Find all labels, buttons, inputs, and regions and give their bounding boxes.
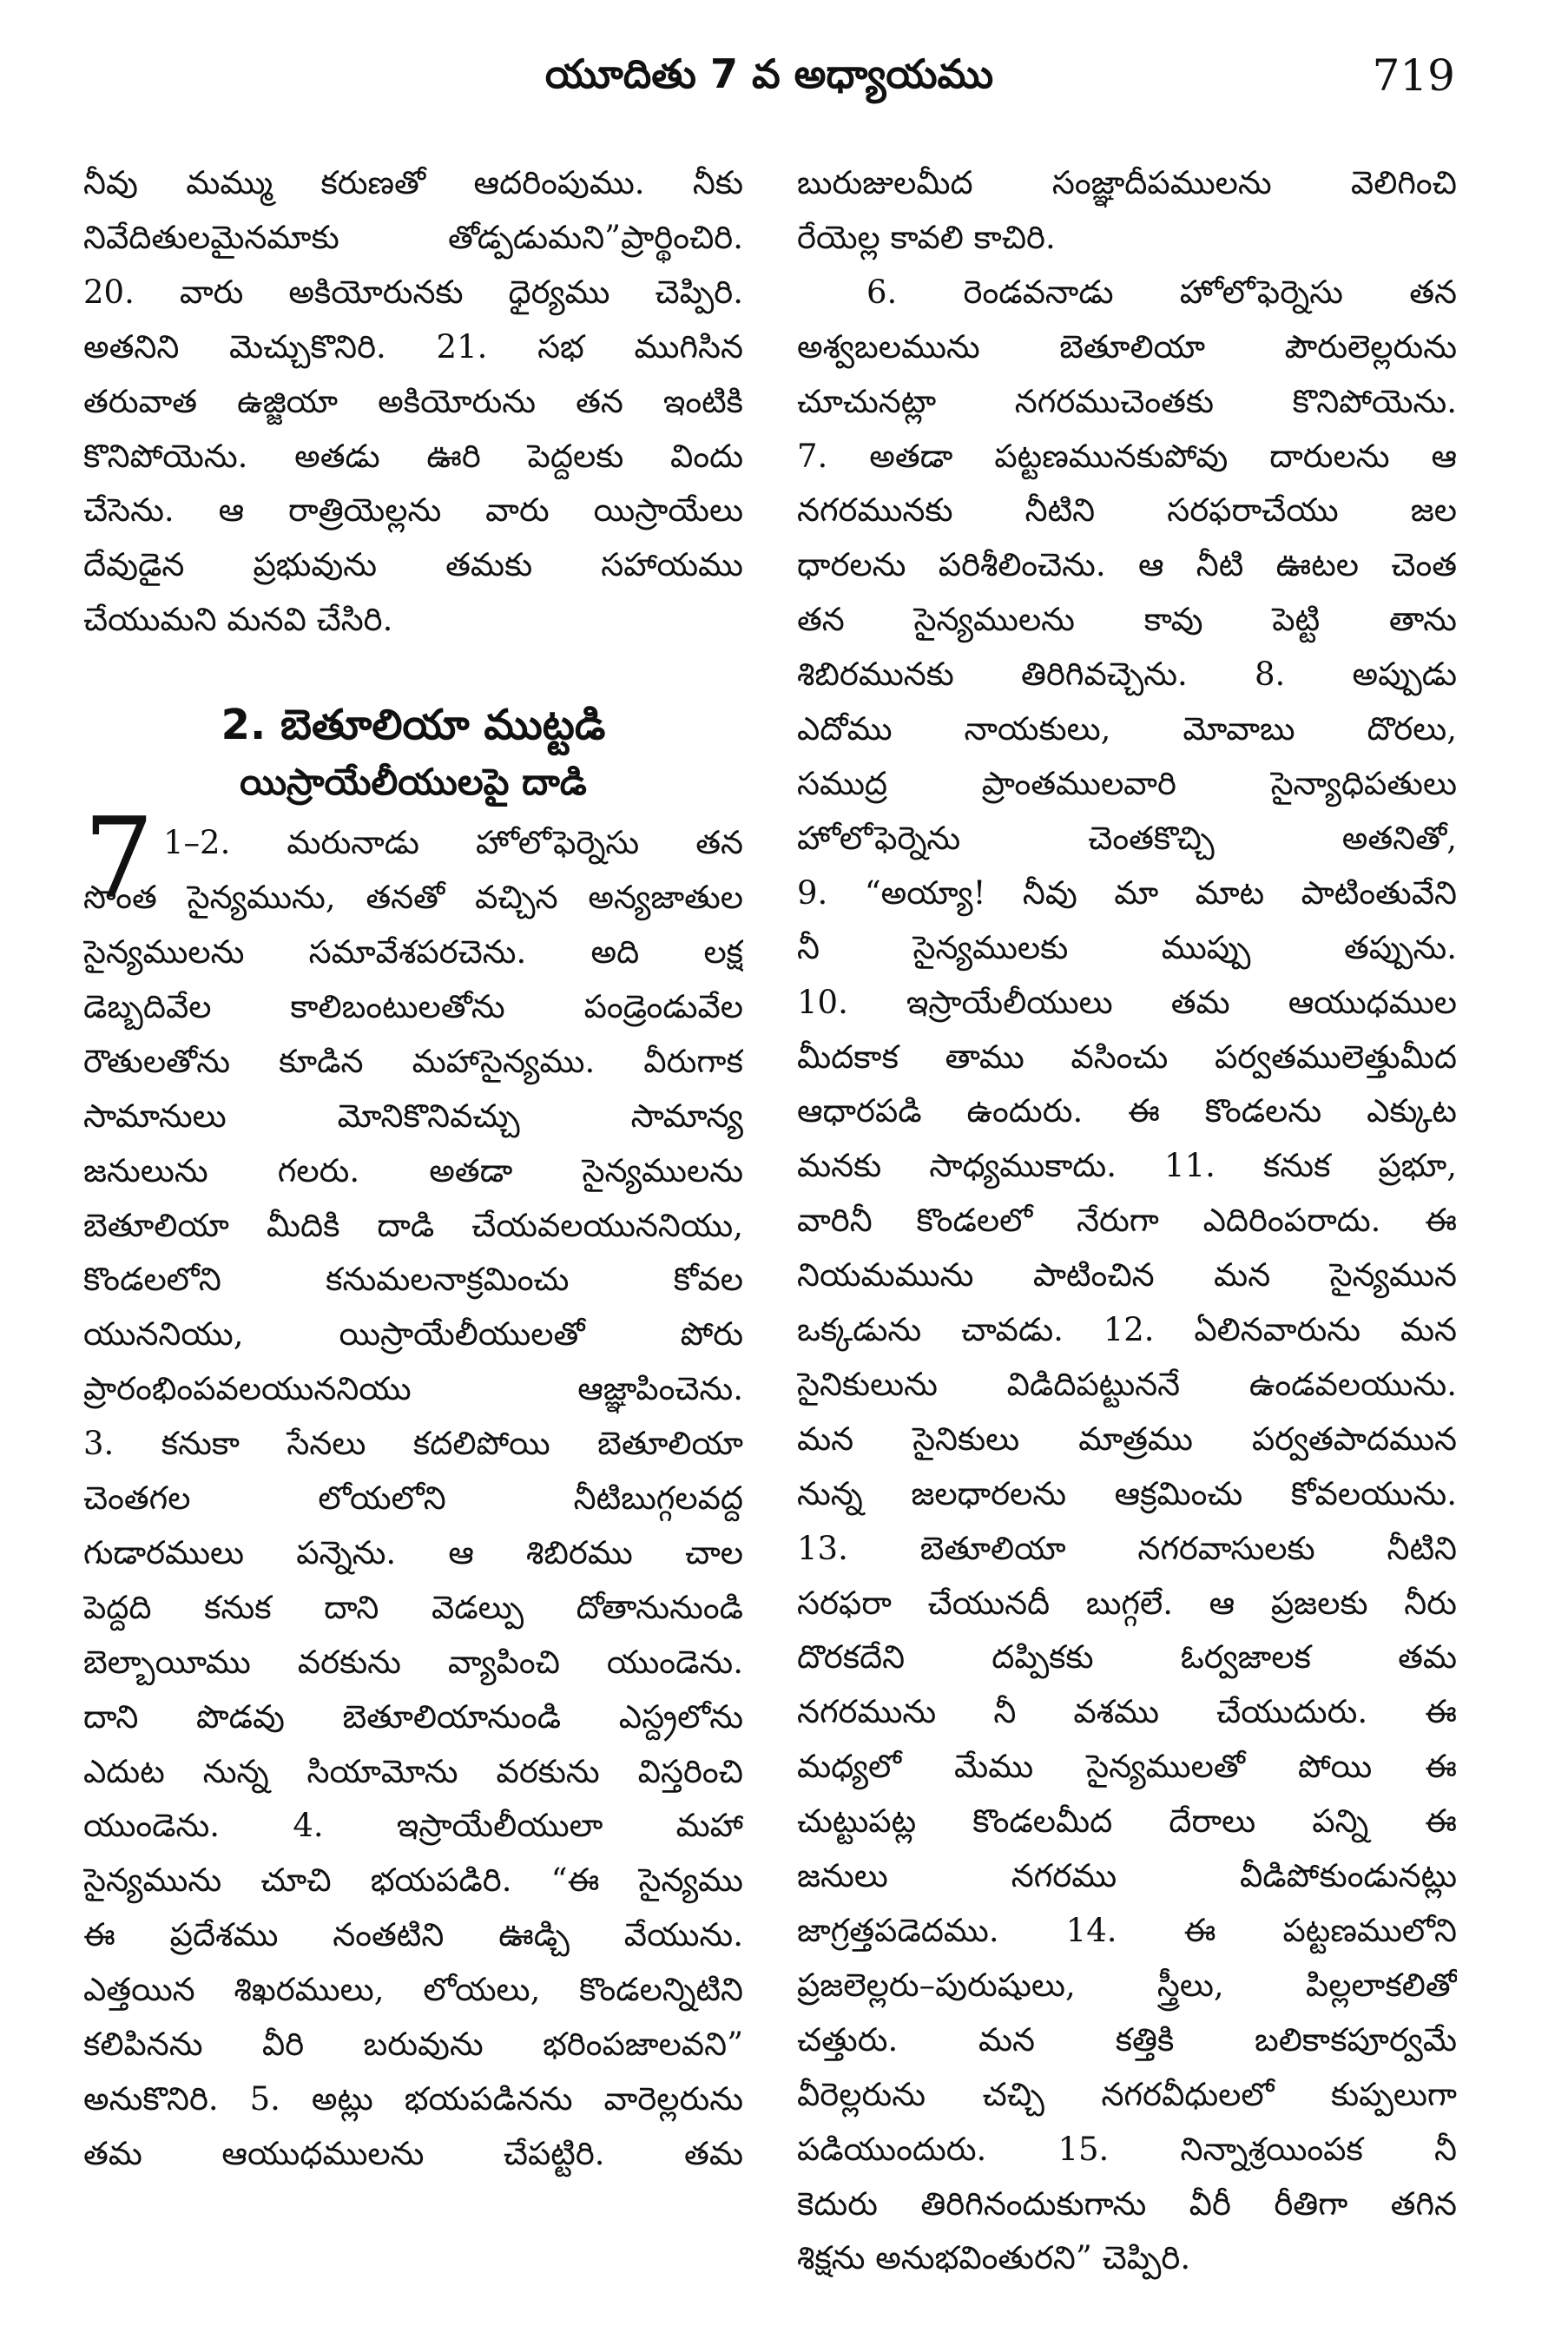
text-line: తరువాత ఉజ్జియా అకియోరును తన ఇంటికి	[83, 382, 743, 420]
text-line: బెతూలియా మీదికి దాడి చేయవలయుననియు,	[83, 1206, 743, 1244]
text-line: ఈ ప్రదేశము నంతటిని ఊడ్చి వేయును.	[83, 1916, 743, 1954]
chapter-number: 7	[83, 794, 155, 925]
text-line: పడియుందురు. 15. నిన్నాశ్రయింపక నీ	[797, 2130, 1457, 2168]
text-line: 10. ఇస్రాయేలీయులు తమ ఆయుధముల	[797, 983, 1457, 1021]
right-column	[797, 156, 1457, 2286]
text-line: బెల్బాయీము వరకును వ్యాపించి యుండెను.	[83, 1643, 743, 1681]
text-line: వీరెల్లరును చచ్చి నగరవీధులలో కుప్పలుగా	[797, 2075, 1457, 2113]
text-line: హోలోఫెర్నెను చెంతకొచ్చి అతనితో,	[797, 819, 1457, 857]
text-line: దాని పొడవు బెతూలియానుండి ఎస్ద్రలోను	[83, 1697, 743, 1736]
text-line: చేయుమని మనవి చేసిరి.	[83, 601, 393, 639]
text-line: కెదురు తిరిగినందుకుగాను వీరీ రీతిగా తగిన	[797, 2184, 1457, 2223]
text-line: యుననియు, యిస్రాయేలీయులతో పోరు	[83, 1315, 743, 1354]
text-line: నగరమును నీ వశము చేయుదురు. ఈ	[797, 1693, 1457, 1731]
text-line: చుట్టుపట్ల కొండలమీద దేరాలు పన్ని ఈ	[797, 1802, 1457, 1841]
text-line: తన సైన్యములను కావు పెట్టి తాను	[797, 601, 1457, 639]
text-line: ఎత్తయిన శిఖరములు, లోయలు, కొండలన్నిటిని	[83, 1971, 743, 2009]
chapter-paragraph	[83, 794, 743, 2182]
text-line: సైనికులును విడిదిపట్టుననే ఉండవలయును.	[797, 1365, 1457, 1403]
text-line: ప్రారంభింపవలయుననియు ఆజ్ఞాపించెను.	[83, 1370, 743, 1408]
text-line: 3. కనుకా సేనలు కదలిపోయి బెతూలియా	[83, 1425, 743, 1463]
text-line: మీదకాక తాము వసించు పర్వతములెత్తుమీద	[797, 1038, 1457, 1076]
running-title: యూదితు 7 వ అధ్యాయము	[544, 50, 994, 97]
text-line: గుడారములు పన్నెను. ఆ శిబిరము చాల	[83, 1533, 743, 1571]
text-line: 1–2. మరునాడు హోలోఫెర్నెసు తన	[163, 824, 743, 862]
text-line: ఎదుట నున్న సియామోను వరకును విస్తరించి	[83, 1752, 743, 1790]
text-line: సామానులు మోనికొనివచ్చు సామాన్య	[83, 1097, 743, 1135]
text-line: ఎదోము నాయకులు, మోవాబు దొరలు,	[797, 710, 1457, 748]
text-line: చత్తురు. మన కత్తికి బలికాకపూర్వమే	[797, 2020, 1457, 2059]
text-line: నియమమును పాటించిన మన సైన్యమున	[797, 1256, 1457, 1295]
text-line: అశ్వబలమును బెతూలియా పౌరులెల్లరును	[797, 327, 1457, 366]
text-line: రౌతులతోను కూడిన మహాసైన్యము. వీరుగాక	[83, 1042, 743, 1080]
text-line: ధారలను పరిశీలించెను. ఆ నీటి ఊటల చెంత	[797, 546, 1457, 584]
text-line: 7. అతడా పట్టణమునకుపోవు దారులను ఆ	[797, 437, 1457, 475]
text-line: సముద్ర ప్రాంతములవారి సైన్యాధిపతులు	[797, 764, 1457, 802]
text-line: కొండలలోని కనుమలనాక్రమించు కోవల	[83, 1261, 743, 1299]
paragraph	[797, 156, 1457, 266]
text-line: మధ్యలో మేము సైన్యములతో పోయి ఈ	[797, 1748, 1457, 1786]
paragraph	[83, 156, 743, 648]
text-line: సొంత సైన్యమును, తనతో వచ్చిన అన్యజాతుల	[83, 879, 743, 917]
text-line: చేసెను. ఆ రాత్రియెల్లను వారు యిస్రాయేలు	[83, 491, 743, 530]
text-line: కొనిపోయెను. అతడు ఊరి పెద్దలకు విందు	[83, 437, 743, 475]
text-line: నీవు మమ్ము కరుణతో ఆదరింపుము. నీకు	[83, 164, 743, 201]
text-line: సైన్యములను సమావేశపరచెను. అది లక్ష	[83, 932, 743, 971]
text-line: 20. వారు అకియోరునకు ధైర్యము చెప్పిరి.	[83, 273, 743, 311]
text-line: 9. “అయ్యా! నీవు మా మాట పాటింతువేని	[797, 873, 1457, 912]
text-line: సైన్యమును చూచి భయపడిరి. “ఈ సైన్యము	[83, 1861, 743, 1900]
left-column	[83, 156, 743, 2182]
page-header	[83, 50, 1455, 120]
text-line: నున్న జలధారలను ఆక్రమించు కోవలయును.	[797, 1474, 1457, 1512]
section-subtitle: యిస్రాయేలీయులపై దాడి	[240, 761, 587, 804]
section-title: 2. బెతూలియా ముట్టడి	[221, 701, 606, 750]
text-line: బురుజులమీద సంజ్ఞాదీపములను వెలిగించి	[797, 164, 1457, 201]
text-line: దేవుడైన ప్రభువును తమకు సహాయము	[83, 546, 743, 584]
text-line: జనులు నగరము వీడిపోకుండునట్లు	[797, 1857, 1457, 1895]
text-line: చూచునట్లా నగరముచెంతకు కొనిపోయెను.	[797, 382, 1457, 420]
text-line: శిబిరమునకు తిరిగివచ్చెను. 8. అప్పుడు	[797, 656, 1457, 694]
text-line: నీ సైన్యములకు ముప్పు తప్పును.	[797, 928, 1457, 966]
text-line: 6. రెండవనాడు హోలోఫెర్నెసు తన	[866, 273, 1457, 311]
text-line: శిక్షను అనుభవింతురని” చెప్పిరి.	[797, 2239, 1191, 2277]
text-line: 13. బెతూలియా నగరవాసులకు నీటిని	[797, 1529, 1457, 1567]
page-number: 719	[1372, 50, 1455, 101]
text-line: దొరకదేని దప్పికకు ఓర్వజాలక తమ	[797, 1638, 1457, 1677]
text-line: జాగ్రత్తపడెదము. 14. ఈ పట్టణములోని	[797, 1912, 1457, 1949]
text-line: అనుకొనిరి. 5. అట్లు భయపడినను వారెల్లరును	[83, 2080, 743, 2118]
text-line: యుండెను. 4. ఇస్రాయేలీయులా మహా	[83, 1807, 743, 1845]
text-line: కలిపినను వీరి బరువును భరింపజాలవని”	[83, 2026, 743, 2064]
text-line: డెబ్బదివేల కాలిబంటులతోను పండ్రెండువేల	[83, 987, 743, 1025]
text-line: నివేదితులమైనమాకు తోడ్పడుమని”ప్రార్థించిరి.	[83, 218, 743, 256]
text-line: వారినీ కొండలలో నేరుగా ఎదిరింపరాదు. ఈ	[797, 1202, 1457, 1240]
text-line: పెద్దది కనుక దాని వెడల్పు దోతానునుండి	[83, 1588, 743, 1626]
text-line: సరఫరా చేయునదీ బుగ్గలే. ఆ ప్రజలకు నీరు	[797, 1584, 1457, 1622]
text-line: చెంతగల లోయలోని నీటిబుగ్గలవద్ద	[83, 1479, 743, 1518]
text-line: నగరమునకు నీటిని సరఫరాచేయు జల	[797, 491, 1457, 530]
text-line: తమ ఆయుధములను చేపట్టిరి. తమ	[83, 2134, 743, 2172]
text-line: రేయెల్ల కావలి కాచిరి.	[797, 218, 1056, 256]
text-line: అతనిని మెచ్చుకొనిరి. 21. సభ ముగిసిన	[83, 327, 743, 366]
text-line: జనులును గలరు. అతడా సైన్యములను	[83, 1151, 743, 1189]
text-line: ఒక్కడును చావడు. 12. ఏలినవారును మన	[797, 1311, 1457, 1349]
text-line: మన సైనికులు మాత్రము పర్వతపాదమున	[797, 1420, 1457, 1458]
text-line: ఆధారపడి ఉందురు. ఈ కొండలను ఎక్కుట	[797, 1092, 1457, 1130]
text-line: ప్రజలెల్లరు–పురుషులు, స్త్రీలు, పిల్లలాకలితో	[797, 1966, 1457, 2004]
paragraph	[797, 266, 1457, 2287]
text-line: మనకు సాధ్యముకాదు. 11. కనుక ప్రభూ,	[797, 1147, 1457, 1185]
